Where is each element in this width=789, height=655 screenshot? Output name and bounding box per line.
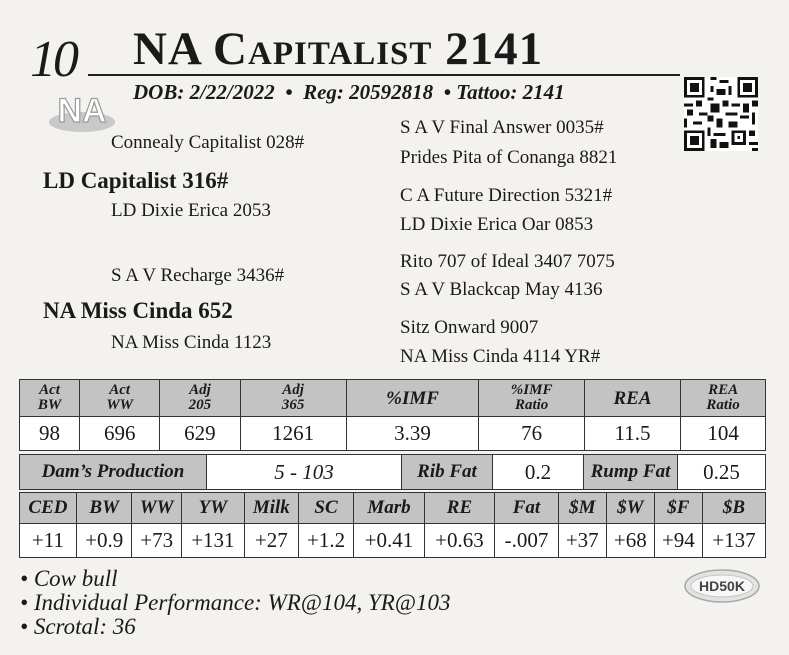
pedigree-sire-sire: Connealy Capitalist 028# (111, 132, 305, 153)
notes-list (20, 567, 450, 639)
hd50k-badge-icon (684, 569, 760, 603)
value-act-ww: 696 (80, 417, 160, 451)
value-imf: 3.39 (346, 417, 479, 451)
header-act-bw: Act BW (20, 380, 80, 417)
header-adj-365: Adj 365 (240, 380, 346, 417)
note-item: • Scrotal: 36 (20, 614, 136, 639)
value-adj-365: 1261 (240, 417, 346, 451)
epd-header-f: $F (654, 493, 702, 524)
value-rea-ratio: 104 (681, 417, 766, 451)
header-act-ww: Act WW (80, 380, 160, 417)
pedigree-dam-sire-sire: Rito 707 of Ideal 3407 7075 (400, 251, 615, 272)
pedigree-dam: NA Miss Cinda 652 (43, 298, 233, 323)
pedigree-sire-sire-dam: Prides Pita of Conanga 8821 (400, 147, 618, 168)
epd-value-w: +68 (606, 524, 654, 558)
header-rea-ratio: REA Ratio (681, 380, 766, 417)
pedigree-sire-dam-dam: LD Dixie Erica Oar 0853 (400, 214, 594, 235)
na-logo-icon (46, 86, 118, 134)
epd-header-sc: SC (298, 493, 354, 524)
pedigree-dam-dam-sire: Sitz Onward 9007 (400, 317, 539, 338)
epd-header-ww: WW (132, 493, 181, 524)
production-table (19, 454, 766, 490)
value-imf-ratio: 76 (479, 417, 584, 451)
epd-value-f: +94 (654, 524, 702, 558)
epd-value-yw: +131 (181, 524, 244, 558)
note-item: • Cow bull (20, 566, 118, 591)
epd-value-m: +37 (558, 524, 606, 558)
value-act-bw: 98 (20, 417, 80, 451)
title-rule (88, 74, 680, 76)
registration-line: DOB: 2/22/2022 • Reg: 20592818 • Tattoo: 2141 (133, 80, 565, 104)
epd-header-row (20, 493, 766, 524)
epd-value-row (20, 524, 766, 558)
header-adj-205: Adj 205 (160, 380, 240, 417)
pedigree-dam-dam: NA Miss Cinda 1123 (111, 332, 272, 353)
performance-table (19, 379, 766, 451)
note-item: • Individual Performance: WR@104, YR@103 (20, 590, 451, 615)
epd-header-m: $M (558, 493, 606, 524)
epd-header-re: RE (424, 493, 494, 524)
epd-value-milk: +27 (244, 524, 298, 558)
epd-table (19, 492, 766, 558)
epd-value-re: +0.63 (424, 524, 494, 558)
epd-value-ww: +73 (132, 524, 181, 558)
value-adj-205: 629 (160, 417, 240, 451)
epd-value-ced: +11 (20, 524, 77, 558)
pedigree-sire-sire-sire: S A V Final Answer 0035# (400, 117, 604, 138)
epd-header-fat: Fat (495, 493, 559, 524)
epd-header-bw: BW (76, 493, 132, 524)
epd-header-milk: Milk (244, 493, 298, 524)
pedigree-sire: LD Capitalist 316# (43, 168, 229, 193)
performance-header-row (20, 380, 766, 417)
dams-production-label: Dam’s Production (20, 455, 207, 490)
pedigree-dam-sire: S A V Recharge 3436# (111, 265, 285, 286)
rib-fat-label: Rib Fat (402, 455, 493, 490)
header-imf: %IMF (346, 380, 479, 417)
epd-header-yw: YW (181, 493, 244, 524)
badge-text: HD50K (699, 578, 745, 594)
logo-text: NA (57, 92, 107, 130)
rump-fat-label: Rump Fat (584, 455, 678, 490)
epd-header-w: $W (606, 493, 654, 524)
animal-name-title: NA Capitalist 2141 (133, 23, 544, 75)
performance-value-row (20, 417, 766, 451)
epd-value-fat: -.007 (495, 524, 559, 558)
epd-header-marb: Marb (354, 493, 424, 524)
pedigree-sire-dam: LD Dixie Erica 2053 (111, 200, 271, 221)
header-imf-ratio: %IMF Ratio (479, 380, 584, 417)
epd-header-b: $B (702, 493, 765, 524)
rump-fat-value: 0.25 (678, 455, 766, 490)
epd-value-bw: +0.9 (76, 524, 132, 558)
rib-fat-value: 0.2 (493, 455, 584, 490)
epd-value-sc: +1.2 (298, 524, 354, 558)
header-rea: REA (584, 380, 680, 417)
epd-value-marb: +0.41 (354, 524, 424, 558)
lot-number: 10 (30, 31, 76, 88)
dams-production-value: 5 - 103 (207, 455, 402, 490)
epd-header-ced: CED (20, 493, 77, 524)
pedigree-sire-dam-sire: C A Future Direction 5321# (400, 185, 613, 206)
qr-code-icon[interactable] (684, 77, 758, 151)
pedigree-dam-sire-dam: S A V Blackcap May 4136 (400, 279, 603, 300)
pedigree-dam-dam-dam: NA Miss Cinda 4114 YR# (400, 346, 601, 367)
epd-value-b: +137 (702, 524, 765, 558)
value-rea: 11.5 (584, 417, 680, 451)
